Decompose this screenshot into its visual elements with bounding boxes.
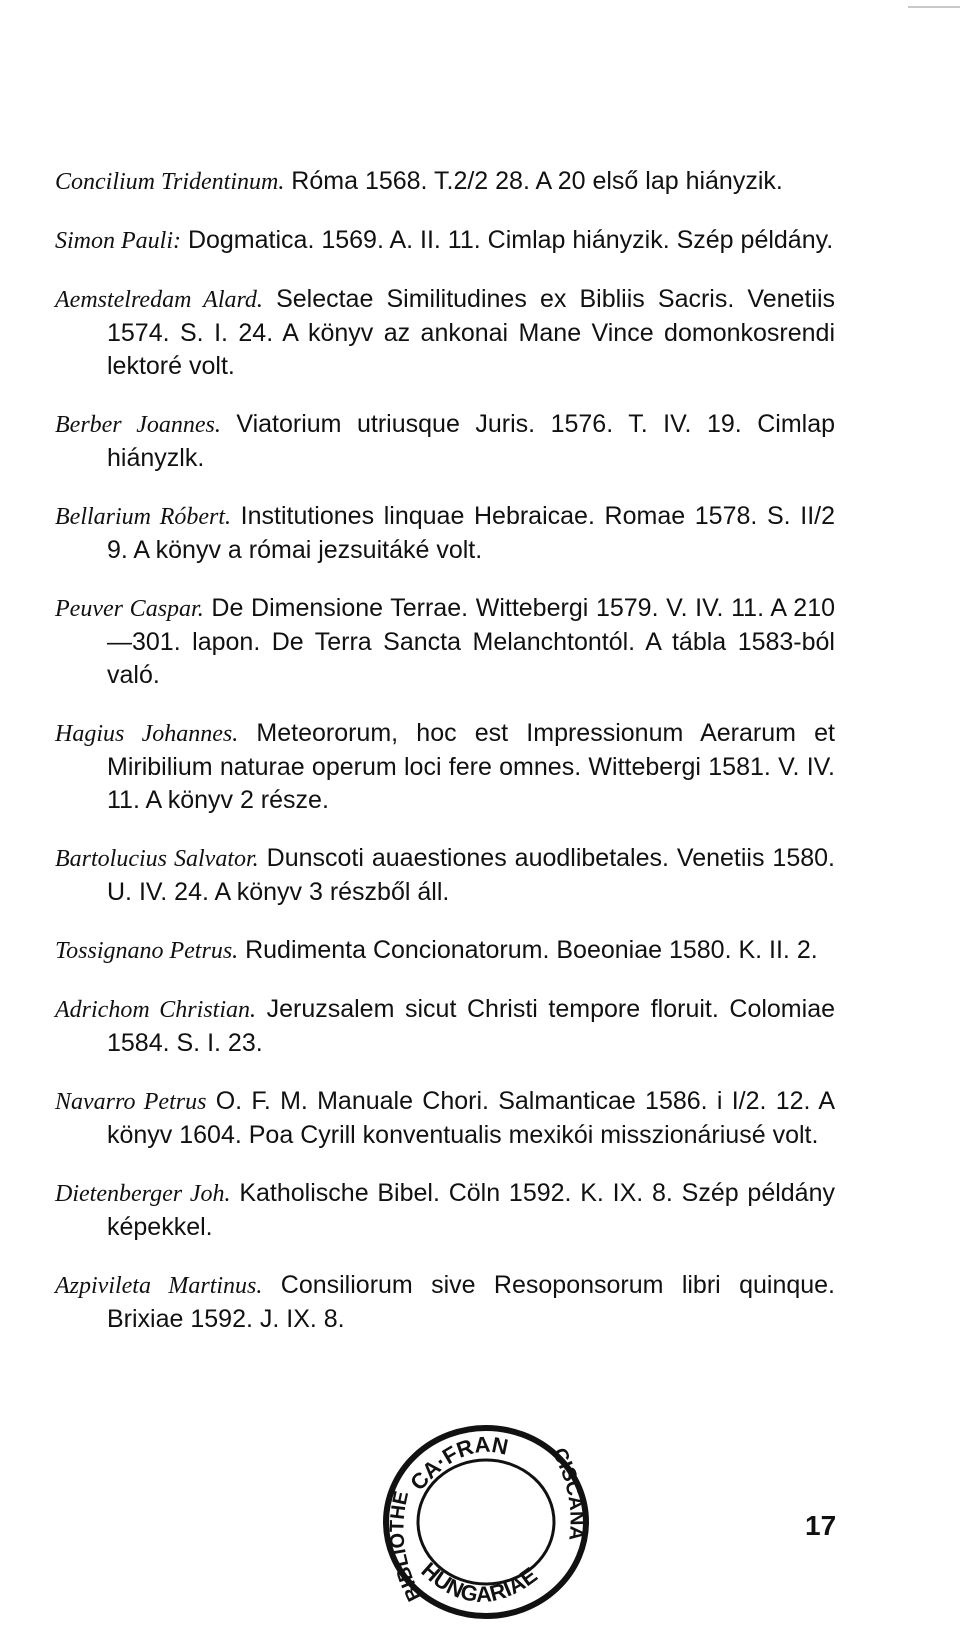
entry-author: Bartolucius Salvator. — [55, 846, 259, 872]
catalog-entry — [55, 224, 835, 258]
entry-author: Concilium Tridentinum. — [55, 169, 285, 195]
entry-author: Bellarium Róbert. — [55, 504, 232, 530]
entry-text: Róma 1568. T.2/2 28. A 20 első lap hiányzik. — [284, 167, 783, 195]
entry-author: Peuver Caspar. — [55, 596, 204, 622]
svg-text:HUNGARIAE — [417, 1557, 542, 1607]
catalog-entry — [55, 993, 835, 1060]
stamp-text-left: BIBLIOTHE — [386, 1489, 427, 1605]
entry-text: De Dimensione Terrae. Wittebergi 1579. V. IV. 11. A 210—301. lapon. De Terra Sancta Melanchtontól. A tábla 1583-ból való. — [107, 594, 836, 689]
entry-text: Selectae Similitudines ex Bibliis Sacris. Venetiis 1574. S. I. 24. A könyv az ankonai Mane Vince domonkosrendi lektoré volt. — [107, 285, 835, 380]
catalog-entry — [55, 500, 835, 567]
stamp-text-top: CA·FRAN — [405, 1431, 511, 1496]
entry-author: Simon Pauli: — [55, 228, 181, 254]
entry-author: Adrichom Christian. — [55, 997, 256, 1023]
catalog-entries — [55, 140, 835, 1358]
entry-text: Katholische Bibel. Cöln 1592. K. IX. 8. Szép példány képekkel. — [107, 1179, 835, 1241]
entry-author: Tossignano Petrus. — [55, 938, 239, 964]
catalog-entry — [55, 592, 835, 692]
catalog-entry — [55, 717, 835, 817]
svg-text:CA·FRAN — [405, 1432, 510, 1496]
catalog-entry — [55, 842, 835, 909]
entry-text: Jeruzsalem sicut Christi tempore floruit. Colomiae 1584. S. I. 23. — [107, 995, 835, 1057]
entry-author: Berber Joannes. — [55, 412, 221, 438]
entry-text: Dunscoti auaestiones auodlibetales. Venetiis 1580. U. IV. 24. A könyv 3 részből áll. — [107, 844, 835, 906]
catalog-entry — [55, 1085, 835, 1152]
catalog-entry — [55, 934, 835, 968]
catalog-entry — [55, 408, 835, 475]
catalog-entry — [55, 1177, 835, 1244]
stamp-text-bottom: HUNGARIAE — [416, 1557, 542, 1607]
stamp-text-right: CISCANA — [547, 1444, 588, 1542]
catalog-entry — [55, 165, 835, 199]
entry-text: Dogmatica. 1569. A. II. 11. Cimlap hiányzik. Szép példány. — [181, 226, 834, 254]
entry-author: Aemstelredam Alard. — [55, 287, 263, 313]
entry-author: Azpivileta Martinus. — [55, 1273, 263, 1299]
entry-text: Consiliorum sive Resoponsorum libri quinque. Brixiae 1592. J. IX. 8. — [107, 1271, 836, 1333]
entry-text: Institutiones linquae Hebraicae. Romae 1578. S. II/2 9. A könyv a római jezsuitáké volt. — [107, 502, 835, 564]
scan-corner-mark — [908, 6, 960, 8]
entry-text: Rudimenta Concionatorum. Boeoniae 1580. K. II. 2. — [238, 936, 818, 964]
entry-author: Hagius Johannes. — [55, 721, 239, 747]
catalog-entry — [55, 283, 835, 383]
library-stamp — [380, 1422, 592, 1622]
entry-text: Meteororum, hoc est Impressionum Aerarum et Miribilium naturae operum loci fere omnes. Wittebergi 1581. V. IV. 11. A könyv 2 része. — [107, 719, 835, 814]
page-number: 17 — [805, 1510, 837, 1541]
entry-author: Dietenberger Joh. — [55, 1181, 231, 1207]
entry-text: Viatorium utriusque Juris. 1576. T. IV. 19. Cimlap hiányzlk. — [107, 410, 835, 472]
entry-text: O. F. M. Manuale Chori. Salmanticae 1586. i I/2. 12. A könyv 1604. Poa Cyrill konventualis mexikói misszionáriusé volt. — [107, 1087, 836, 1149]
catalog-entry — [55, 1269, 835, 1336]
entry-author: Navarro Petrus — [55, 1089, 207, 1115]
